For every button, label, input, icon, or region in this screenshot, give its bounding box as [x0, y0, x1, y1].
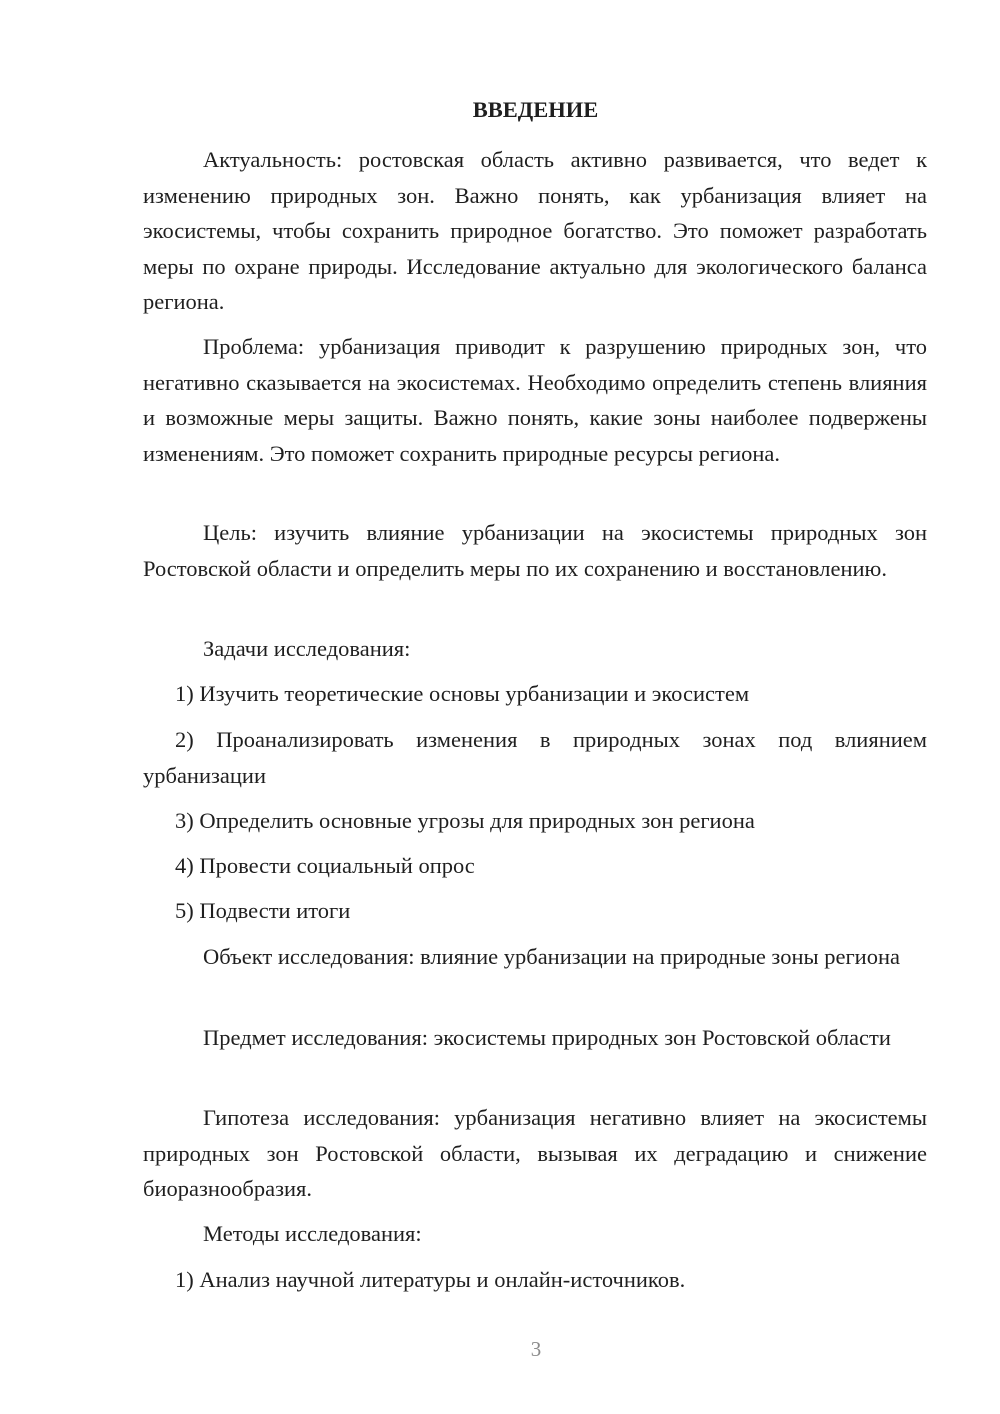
- paragraph-hypothesis: Гипотеза исследования: урбанизация негативно влияет на экосистемы природных зон Ростовской области, вызывая их деградацию и снижение биоразнообразия.: [143, 1105, 927, 1201]
- list-item-task-4: 4) Провести социальный опрос: [175, 853, 475, 878]
- section-title: [72, 92, 1000, 128]
- paragraph-problem: Проблема: урбанизация приводит к разрушению природных зон, что негативно сказывается на экосистемах. Необходимо определить степень влияния и возможные меры защиты. Важно понять, какие зоны наиболее подвержены изменениям. Это поможет сохранить природные ресурсы региона.: [143, 334, 927, 466]
- paragraph-object: Объект исследования: влияние урбанизации на природные зоны региона: [203, 944, 901, 969]
- paragraph-tasks-heading: Задачи исследования:: [203, 636, 411, 661]
- list-item-task-1: 1) Изучить теоретические основы урбанизации и экосистем: [175, 681, 750, 706]
- paragraph-goal: Цель: изучить влияние урбанизации на экосистемы природных зон Ростовской области и определить меры по их сохранению и восстановлению.: [143, 520, 927, 581]
- paragraph-subject: Предмет исследования: экосистемы природных зон Ростовской области: [203, 1025, 891, 1050]
- page-number: 3: [530, 1337, 542, 1361]
- list-item-method-1: 1) Анализ научной литературы и онлайн-источников.: [175, 1267, 686, 1292]
- paragraph-methods-heading: Методы исследования:: [203, 1221, 422, 1246]
- list-item-task-2: 2) Проанализировать изменения в природных зонах под влиянием урбанизации: [143, 727, 927, 788]
- list-item-task-3: 3) Определить основные угрозы для природных зон региона: [175, 808, 755, 833]
- section-title-text: ВВЕДЕНИЕ: [472, 97, 599, 122]
- paragraph-relevance: Актуальность: ростовская область активно развивается, что ведет к изменению природных зон. Важно понять, как урбанизация влияет на экосистемы, чтобы сохранить природное богатство. Это поможет разработать меры по охране природы. Исследование актуально для экологического баланса региона.: [143, 147, 927, 314]
- list-item-task-5: 5) Подвести итоги: [175, 898, 351, 923]
